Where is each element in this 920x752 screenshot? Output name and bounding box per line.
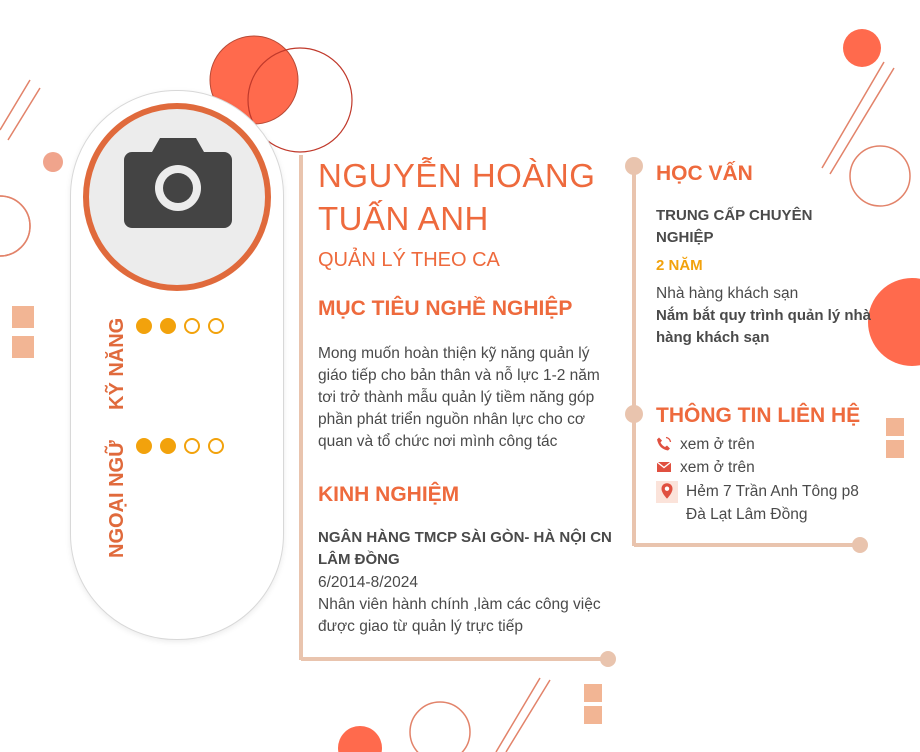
company-line-2: LÂM ĐỒNG	[318, 551, 400, 568]
timeline-dot	[625, 405, 643, 423]
name-line-2: TUẤN ANH	[318, 200, 489, 237]
experience-period: 6/2014-8/2024	[318, 574, 418, 591]
deco-circle-outline	[0, 196, 30, 256]
company-line-1: NGÂN HÀNG TMCP SÀI GÒN- HÀ NỘI CN	[318, 529, 612, 546]
contact-address[interactable]	[656, 480, 859, 526]
objective-line: phần phát triển nguồn nhân lực cho cơ	[318, 411, 586, 428]
experience-company	[318, 527, 618, 571]
deco-circle-outline	[850, 146, 910, 206]
deco-square	[12, 336, 34, 358]
deco-circle-outline	[0, 196, 30, 256]
deco-line	[506, 680, 550, 752]
education-degree	[656, 205, 856, 249]
rating-dot-empty	[184, 438, 200, 454]
contact-phone[interactable]	[656, 433, 755, 456]
degree-line-1: TRUNG CẤP CHUYÊN	[656, 207, 813, 224]
major-line-2: hàng khách sạn	[656, 329, 770, 346]
deco-line	[822, 62, 884, 168]
education-heading: HỌC VẤN	[656, 162, 753, 185]
phone-icon	[656, 436, 672, 452]
deco-line	[496, 678, 540, 752]
objective-line: giáo tiếp cho bản thân và nỗ lực 1-2 năm	[318, 367, 600, 384]
rating-dot-filled	[136, 318, 152, 334]
education-school: Nhà hàng khách sạn	[656, 285, 799, 302]
objective-heading: MỤC TIÊU NGHỀ NGHIỆP	[318, 297, 573, 320]
rating-dot-filled	[136, 438, 152, 454]
major-line-1: Nắm bắt quy trình quản lý nhà	[656, 307, 872, 324]
timeline-dot	[600, 651, 616, 667]
deco-square	[584, 684, 602, 702]
location-pin-icon	[656, 481, 678, 503]
objective-line: Mong muốn hoàn thiện kỹ năng quản lý	[318, 345, 590, 362]
rating-dot-empty	[208, 318, 224, 334]
deco-line	[0, 80, 30, 130]
deco-line	[8, 88, 40, 140]
name-line-1: NGUYỄN HOÀNG	[318, 157, 596, 194]
description-line-1: Nhân viên hành chính ,làm các công việc	[318, 596, 601, 613]
deco-circle-filled	[338, 726, 382, 752]
rating-dot-filled	[160, 318, 176, 334]
deco-line	[830, 68, 894, 174]
rating-dot-empty	[208, 438, 224, 454]
deco-square	[584, 706, 602, 724]
job-title: QUẢN LÝ THEO CA	[318, 249, 500, 271]
address-text	[686, 480, 859, 526]
contact-heading: THÔNG TIN LIÊN HỆ	[656, 404, 861, 427]
description-line-2: được giao từ quản lý trực tiếp	[318, 618, 523, 635]
deco-square	[886, 418, 904, 436]
camera-icon	[124, 134, 232, 228]
timeline-dot	[625, 157, 643, 175]
experience-description	[318, 594, 618, 638]
degree-line-2: NGHIỆP	[656, 229, 714, 246]
deco-dot	[43, 152, 63, 172]
timeline-dot	[852, 537, 868, 553]
languages-rating	[136, 438, 224, 454]
skills-rating	[136, 318, 224, 334]
address-line-2: Đà Lạt Lâm Đồng	[686, 506, 808, 523]
experience-heading: KINH NGHIỆM	[318, 483, 460, 506]
education-years: 2 NĂM	[656, 257, 703, 274]
rating-dot-filled	[160, 438, 176, 454]
objective-line: quan và tổ chức nơi mình công tác	[318, 433, 558, 450]
objective-line: tơi trở thành mẫu quản lý tiềm năng góp	[318, 389, 595, 406]
full-name	[318, 154, 618, 240]
mail-icon	[656, 459, 672, 475]
email-text: xem ở trên	[680, 459, 755, 476]
languages-label: NGOẠI NGỮ	[106, 440, 128, 558]
deco-square	[12, 306, 34, 328]
contact-email[interactable]	[656, 456, 755, 479]
education-major	[656, 305, 881, 349]
skills-label: KỸ NĂNG	[106, 317, 128, 410]
rating-dot-empty	[184, 318, 200, 334]
deco-circle-outline	[410, 702, 470, 752]
phone-text: xem ở trên	[680, 436, 755, 453]
address-line-1: Hẻm 7 Trần Anh Tông p8	[686, 483, 859, 500]
deco-circle-filled	[843, 29, 881, 67]
deco-square	[886, 440, 904, 458]
objective-text	[318, 343, 618, 453]
